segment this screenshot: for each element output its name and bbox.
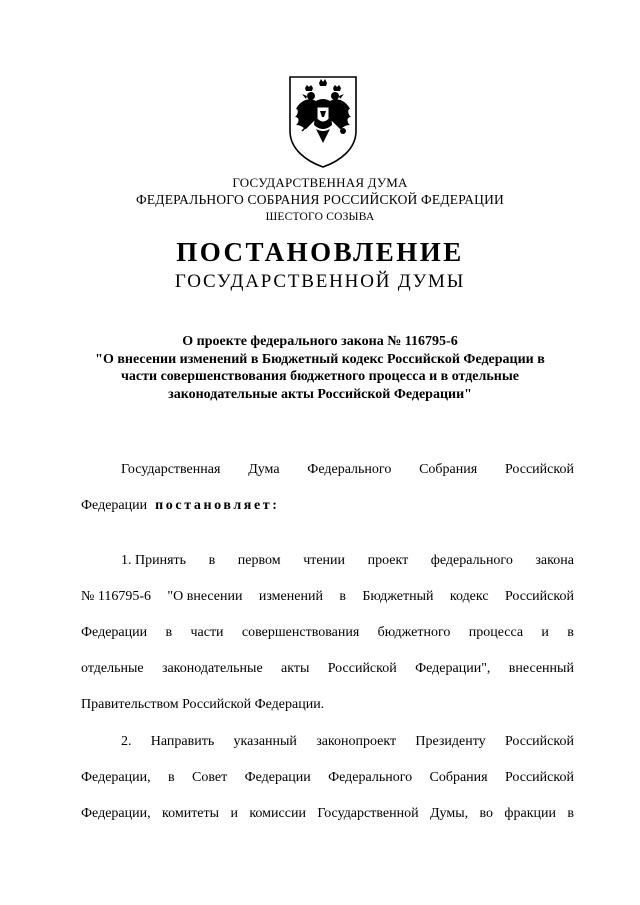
word: отдельные [81,661,144,676]
word: Российской [504,462,574,477]
word: федерального [430,553,513,568]
item1-line-5 [81,696,574,714]
word: совершенствования [241,625,360,640]
document-subtitle: ГОСУДАРСТВЕННОЙ ДУМЫ [174,271,466,292]
item2-line-2 [81,769,574,787]
law-title-line: О проекте федерального закона № 116795-6 [182,334,458,349]
word: Собрания [429,770,488,785]
word: Федерального [307,462,392,477]
header-line-duma: ГОСУДАРСТВЕННАЯ ДУМА [232,175,408,190]
word: "О внесении [167,589,243,604]
word: в [208,553,216,568]
word: Собрания [419,462,478,477]
word: Российской [504,770,574,785]
item1-line-1 [121,552,574,570]
word: первом [237,553,281,568]
word: Российской [504,734,574,749]
word: Государственной [317,806,419,821]
word: законопроект [316,734,397,749]
word: акты [281,661,310,676]
double-headed-eagle-icon [286,73,360,169]
word: комиссии [249,806,306,821]
word: Государственная [121,462,221,477]
word: кодекс [449,589,489,604]
word: во [479,806,494,821]
word: части [190,625,224,640]
header-line-convocation: ШЕСТОГО СОЗЫВА [265,211,375,223]
word: в [168,770,175,785]
word: в [567,625,574,640]
item1-last-line: Правительством Российской Федерации. [81,697,325,712]
word: Совет [192,770,228,785]
word: Дума [248,462,280,477]
law-title [70,333,570,403]
word: Федерального [328,770,413,785]
law-title-line: "О внесении изменений в Бюджетный кодекс Российской Федерации в [95,351,545,367]
word: в [165,625,173,640]
header-line-assembly: ФЕДЕРАЛЬНОГО СОБРАНИЯ РОССИЙСКОЙ ФЕДЕРАЦИИ [136,192,504,207]
intro-line-2 [81,497,574,515]
word: 1. Принять [121,553,187,568]
item1-line-4 [81,660,574,678]
word: процесса [468,625,524,640]
law-title-line: законодательные акты Российской Федерации" [168,386,472,402]
word: Российской [327,661,397,676]
word: Федерации", [415,661,491,676]
intro-line-1 [121,461,574,479]
item2-line-1 [121,733,574,751]
word: Направить [150,734,215,749]
word: законодательные [161,661,263,676]
word: в [339,589,346,604]
word: № 116795-6 [81,589,151,604]
item1-line-3 [81,624,574,642]
item2-line-3 [81,805,574,823]
word: Федерации [244,770,311,785]
word: проект [367,553,409,568]
word: Президенту [415,734,486,749]
word: Думы, [429,806,469,821]
word: закона [535,553,574,568]
word: и [541,625,549,640]
word: Бюджетный [362,589,434,604]
document-title: ПОСТАНОВЛЕНИЕ [176,237,464,267]
word: в [567,806,574,821]
item1-line-2 [81,588,574,606]
word: изменений [258,589,323,604]
word: Российской [504,589,574,604]
word: Федерации, [81,806,151,821]
word: Федерации, [81,770,151,785]
word: внесенный [508,661,574,676]
word: Федерации [81,625,148,640]
word: указанный [233,734,297,749]
word: и [230,806,238,821]
decree-verb: постановляет: [155,498,280,513]
word: чтении [303,553,346,568]
word: бюджетного [377,625,451,640]
intro-prefix: Федерации [81,498,148,513]
word: 2. [121,734,132,749]
word: комитеты [162,806,220,821]
law-title-line: части совершенствования бюджетного процесса и в отдельные [121,369,519,384]
word: фракции [504,806,556,821]
